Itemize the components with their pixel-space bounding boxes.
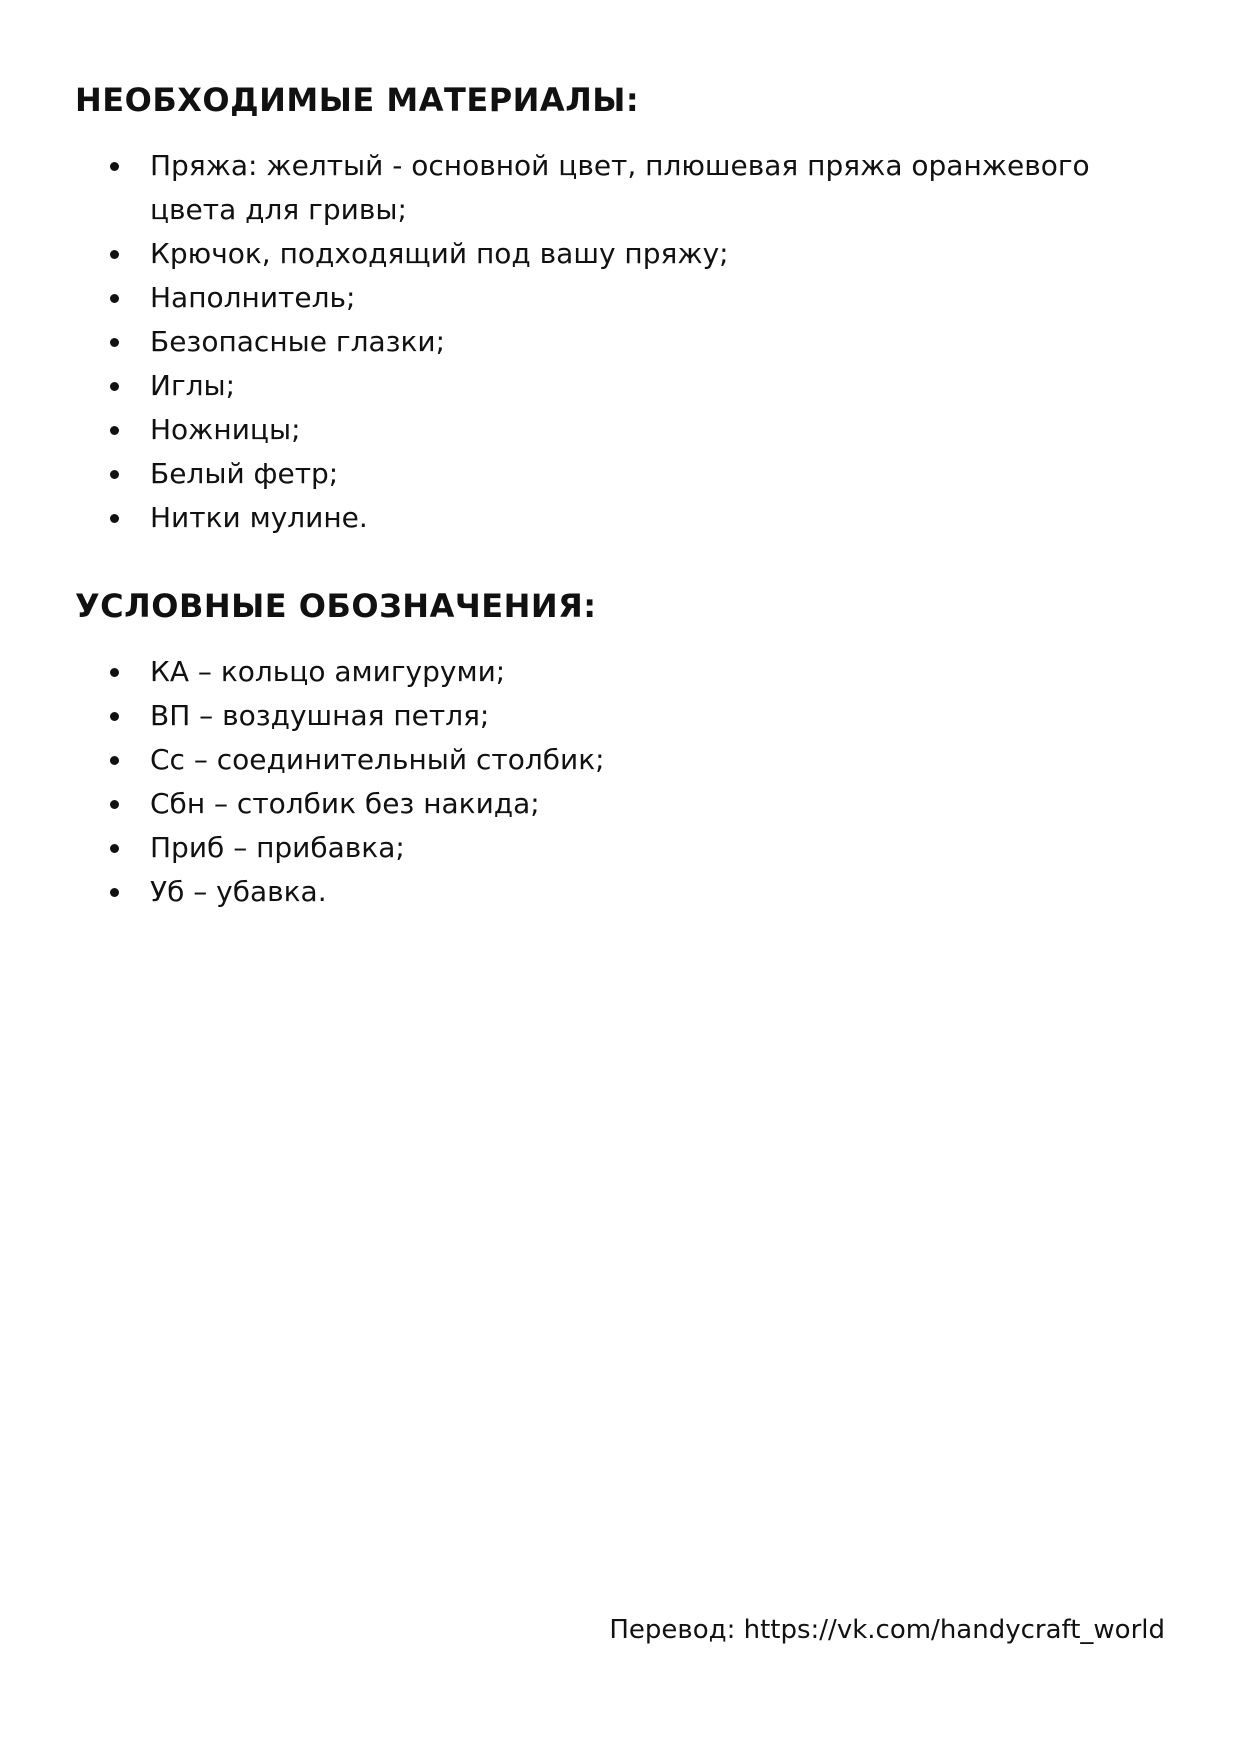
- list-item-text: ВП – воздушная петля;: [150, 699, 490, 732]
- list-item: [75, 452, 1180, 496]
- bullet-icon: [110, 338, 119, 347]
- list-item-text: Белый фетр;: [150, 457, 339, 490]
- legend-title: УСЛОВНЫЕ ОБОЗНАЧЕНИЯ:: [75, 587, 597, 625]
- list-item-text: Ножницы;: [150, 413, 301, 446]
- bullet-icon: [110, 470, 119, 479]
- list-item-text: Нитки мулине.: [150, 501, 368, 534]
- bullet-icon: [110, 800, 119, 809]
- bullet-icon: [110, 756, 119, 765]
- bullet-icon: [110, 844, 119, 853]
- bullet-icon: [110, 712, 119, 721]
- list-item: [75, 408, 1180, 452]
- bullet-icon: [110, 294, 119, 303]
- legend-list: [75, 650, 1180, 914]
- list-item: [75, 276, 1180, 320]
- list-item-text: Сбн – столбик без накида;: [150, 787, 540, 820]
- bullet-icon: [110, 668, 119, 677]
- bullet-icon: [110, 250, 119, 259]
- list-item: [75, 144, 1180, 232]
- list-item: [75, 694, 1180, 738]
- materials-list: [75, 144, 1180, 540]
- list-item: [75, 826, 1180, 870]
- materials-title: НЕОБХОДИМЫЕ МАТЕРИАЛЫ:: [75, 81, 640, 119]
- list-item-text: Крючок, подходящий под вашу пряжу;: [150, 237, 729, 270]
- legend-section: [75, 584, 1180, 914]
- list-item-text: Пряжа: желтый - основной цвет, плюшевая пряжа оранжевого цвета для гривы;: [150, 149, 1090, 226]
- translation-credit: Перевод: https://vk.com/handycraft_world: [609, 1615, 1165, 1645]
- list-item-text: КА – кольцо амигуруми;: [150, 655, 506, 688]
- list-item: [75, 738, 1180, 782]
- list-item: [75, 232, 1180, 276]
- list-item-text: Сс – соединительный столбик;: [150, 743, 605, 776]
- list-item: [75, 496, 1180, 540]
- bullet-icon: [110, 888, 119, 897]
- list-item-text: Безопасные глазки;: [150, 325, 446, 358]
- bullet-icon: [110, 426, 119, 435]
- list-item: [75, 782, 1180, 826]
- bullet-icon: [110, 382, 119, 391]
- list-item-text: Приб – прибавка;: [150, 831, 405, 864]
- list-item: [75, 870, 1180, 914]
- list-item-text: Наполнитель;: [150, 281, 356, 314]
- list-item-text: Иглы;: [150, 369, 236, 402]
- bullet-icon: [110, 514, 119, 523]
- list-item: [75, 364, 1180, 408]
- bullet-icon: [110, 162, 119, 171]
- list-item: [75, 650, 1180, 694]
- materials-section: [75, 78, 1180, 540]
- list-item-text: Уб – убавка.: [150, 875, 327, 908]
- list-item: [75, 320, 1180, 364]
